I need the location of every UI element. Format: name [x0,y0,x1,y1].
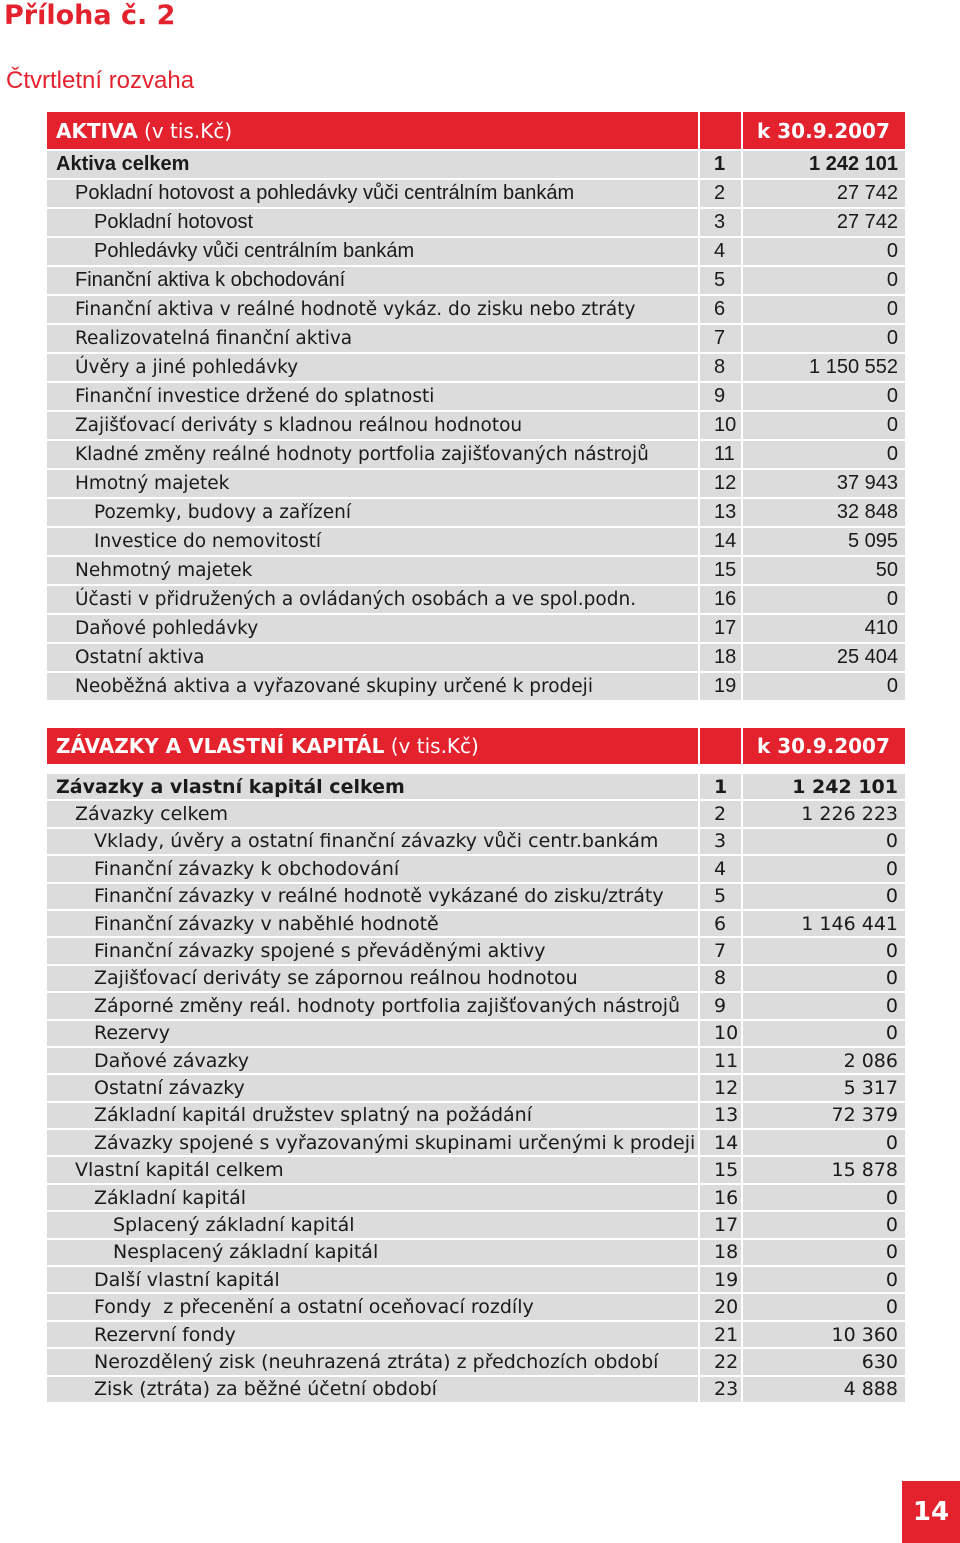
row-number: 5 [700,884,741,909]
row-label: Nesplacený základní kapitál [47,1240,698,1265]
table-row [47,1103,905,1128]
table-row [47,238,905,265]
row-number: 10 [700,412,741,439]
row-number: 20 [700,1294,741,1319]
table-row [47,1021,905,1046]
row-value: 0 [743,966,905,991]
row-label: Finanční aktiva k obchodování [47,267,698,294]
row-number: 13 [700,499,741,526]
row-label: Rezervy [47,1021,698,1046]
row-value: 1 146 441 [743,911,905,936]
row-value: 27 742 [743,209,905,236]
liabilities-header-unit: (v tis.Kč) [384,734,479,758]
row-value: 0 [743,1240,905,1265]
row-number: 11 [700,1048,741,1073]
row-number: 1 [700,151,741,178]
row-value: 0 [743,1185,905,1210]
assets-header-row [47,112,905,149]
row-label: Rezervní fondy [47,1322,698,1347]
table-row [47,644,905,671]
row-label: Finanční investice držené do splatnosti [47,383,698,410]
row-number: 16 [700,586,741,613]
row-value: 0 [743,586,905,613]
row-label: Daňové pohledávky [47,615,698,642]
table-row [47,354,905,381]
row-label: Základní kapitál družstev splatný na požádání [47,1103,698,1128]
row-number: 17 [700,615,741,642]
assets-table [47,112,905,702]
row-value: 0 [743,938,905,963]
row-number: 2 [700,801,741,826]
row-label: Účasti v přidružených a ovládaných osobách a ve spol.podn. [47,586,698,613]
row-label: Fondy z přecenění a ostatní oceňovací rozdíly [47,1294,698,1319]
row-label: Základní kapitál [47,1185,698,1210]
table-row [47,470,905,497]
row-value: 0 [743,383,905,410]
table-row [47,209,905,236]
table-row [47,557,905,584]
row-value: 0 [743,296,905,323]
row-number: 21 [700,1322,741,1347]
table-row [47,911,905,936]
row-label: Kladné změny reálné hodnoty portfolia zajišťovaných nástrojů [47,441,698,468]
row-number: 3 [700,829,741,854]
row-value: 1 242 101 [743,774,905,799]
table-row [47,1048,905,1073]
row-value: 27 742 [743,180,905,207]
row-value: 0 [743,1021,905,1046]
row-label: Závazky spojené s vyřazovanými skupinami určenými k prodeji [47,1130,698,1155]
row-label: Daňové závazky [47,1048,698,1073]
row-value: 25 404 [743,644,905,671]
table-row [47,528,905,555]
table-row [47,1267,905,1292]
row-value: 0 [743,673,905,700]
row-number: 3 [700,209,741,236]
row-value: 2 086 [743,1048,905,1073]
row-number: 4 [700,238,741,265]
row-value: 5 095 [743,528,905,555]
row-number: 15 [700,557,741,584]
table-row [47,1212,905,1237]
row-label: Pokladní hotovost [47,209,698,236]
row-value: 0 [743,1267,905,1292]
row-label: Zajišťovací deriváty se zápornou reálnou hodnotou [47,966,698,991]
row-number: 7 [700,938,741,963]
row-number: 7 [700,325,741,352]
row-label: Hmotný majetek [47,470,698,497]
table-row [47,615,905,642]
row-number: 15 [700,1157,741,1182]
row-label: Finanční závazky v reálné hodnotě vykázané do zisku/ztráty [47,884,698,909]
row-number: 12 [700,470,741,497]
row-value: 4 888 [743,1377,905,1402]
assets-header-label [47,112,698,149]
row-label: Ostatní závazky [47,1075,698,1100]
table-row [47,801,905,826]
row-value: 0 [743,412,905,439]
liabilities-header-num-cell [700,728,741,764]
row-label: Vlastní kapitál celkem [47,1157,698,1182]
row-label: Zisk (ztráta) za běžné účetní období [47,1377,698,1402]
row-value: 0 [743,325,905,352]
row-value: 0 [743,267,905,294]
table-row [47,586,905,613]
row-value: 0 [743,829,905,854]
table-row [47,267,905,294]
table-row [47,1185,905,1210]
table-row [47,938,905,963]
row-number: 9 [700,993,741,1018]
row-number: 14 [700,1130,741,1155]
row-label: Úvěry a jiné pohledávky [47,354,698,381]
table-row [47,1157,905,1182]
row-number: 19 [700,673,741,700]
row-number: 17 [700,1212,741,1237]
row-value: 0 [743,441,905,468]
table-row [47,180,905,207]
row-value: 5 317 [743,1075,905,1100]
liabilities-header-row [47,728,905,764]
row-number: 8 [700,966,741,991]
table-row [47,1240,905,1265]
assets-header-unit: (v tis.Kč) [137,118,233,143]
row-value: 15 878 [743,1157,905,1182]
row-value: 50 [743,557,905,584]
row-value: 37 943 [743,470,905,497]
row-label: Nehmotný majetek [47,557,698,584]
row-value: 0 [743,238,905,265]
row-label: Záporné změny reál. hodnoty portfolia zajišťovaných nástrojů [47,993,698,1018]
row-label: Realizovatelná finanční aktiva [47,325,698,352]
table-row [47,1294,905,1319]
row-label: Ostatní aktiva [47,644,698,671]
page-subtitle: Čtvrtletní rozvaha [6,67,195,94]
row-label: Pohledávky vůči centrálním bankám [47,238,698,265]
row-number: 14 [700,528,741,555]
row-label: Pokladní hotovost a pohledávky vůči centrálním bankám [47,180,698,207]
table-row [47,441,905,468]
table-row [47,151,905,178]
table-row [47,774,905,799]
table-row [47,673,905,700]
row-number: 2 [700,180,741,207]
liabilities-header-title: ZÁVAZKY A VLASTNÍ KAPITÁL [56,734,385,758]
row-label: Finanční závazky v naběhlé hodnotě [47,911,698,936]
table-row [47,1322,905,1347]
row-value: 1 226 223 [743,801,905,826]
table-row [47,383,905,410]
row-number: 19 [700,1267,741,1292]
row-label: Další vlastní kapitál [47,1267,698,1292]
row-label: Zajišťovací deriváty s kladnou reálnou hodnotou [47,412,698,439]
row-value: 410 [743,615,905,642]
row-number: 12 [700,1075,741,1100]
row-number: 11 [700,441,741,468]
row-number: 5 [700,267,741,294]
liabilities-header-date: k 30.9.2007 [743,728,905,764]
row-number: 8 [700,354,741,381]
liabilities-header-label [47,728,698,764]
row-value: 0 [743,856,905,881]
assets-header-num-cell [700,112,741,149]
row-number: 10 [700,1021,741,1046]
row-label: Finanční závazky k obchodování [47,856,698,881]
row-value: 0 [743,884,905,909]
table-row [47,884,905,909]
row-value: 0 [743,1294,905,1319]
row-label: Nerozdělený zisk (neuhrazená ztráta) z předchozích období [47,1349,698,1374]
row-value: 1 242 101 [743,151,905,178]
table-row [47,993,905,1018]
row-number: 18 [700,644,741,671]
row-value: 72 379 [743,1103,905,1128]
row-label: Splacený základní kapitál [47,1212,698,1237]
table-row [47,829,905,854]
table-row [47,966,905,991]
row-number: 23 [700,1377,741,1402]
assets-header-date: k 30.9.2007 [743,112,905,149]
row-label: Pozemky, budovy a zařízení [47,499,698,526]
table-row [47,499,905,526]
row-label: Investice do nemovitostí [47,528,698,555]
row-value: 0 [743,993,905,1018]
table-row [47,1377,905,1402]
row-label: Finanční závazky spojené s převáděnými aktivy [47,938,698,963]
row-value: 630 [743,1349,905,1374]
table-row [47,856,905,881]
row-number: 13 [700,1103,741,1128]
row-value: 0 [743,1212,905,1237]
row-number: 4 [700,856,741,881]
row-label: Závazky a vlastní kapitál celkem [47,774,698,799]
row-number: 6 [700,911,741,936]
row-number: 16 [700,1185,741,1210]
liabilities-table [47,728,905,1404]
table-row [47,412,905,439]
row-number: 18 [700,1240,741,1265]
assets-header-title: AKTIVA [56,118,138,143]
row-value: 32 848 [743,499,905,526]
row-value: 10 360 [743,1322,905,1347]
row-label: Finanční aktiva v reálné hodnotě vykáz. do zisku nebo ztráty [47,296,698,323]
table-row [47,325,905,352]
row-number: 1 [700,774,741,799]
page-title: Příloha č. 2 [4,0,176,31]
row-value: 0 [743,1130,905,1155]
row-value: 1 150 552 [743,354,905,381]
row-label: Neoběžná aktiva a vyřazované skupiny určené k prodeji [47,673,698,700]
row-label: Závazky celkem [47,801,698,826]
table-row [47,1075,905,1100]
table-row [47,1130,905,1155]
row-label: Vklady, úvěry a ostatní finanční závazky vůči centr.bankám [47,829,698,854]
row-label: Aktiva celkem [47,151,698,178]
row-number: 22 [700,1349,741,1374]
row-number: 9 [700,383,741,410]
row-number: 6 [700,296,741,323]
table-row [47,296,905,323]
page-number-badge: 14 [902,1481,960,1543]
table-row [47,1349,905,1374]
